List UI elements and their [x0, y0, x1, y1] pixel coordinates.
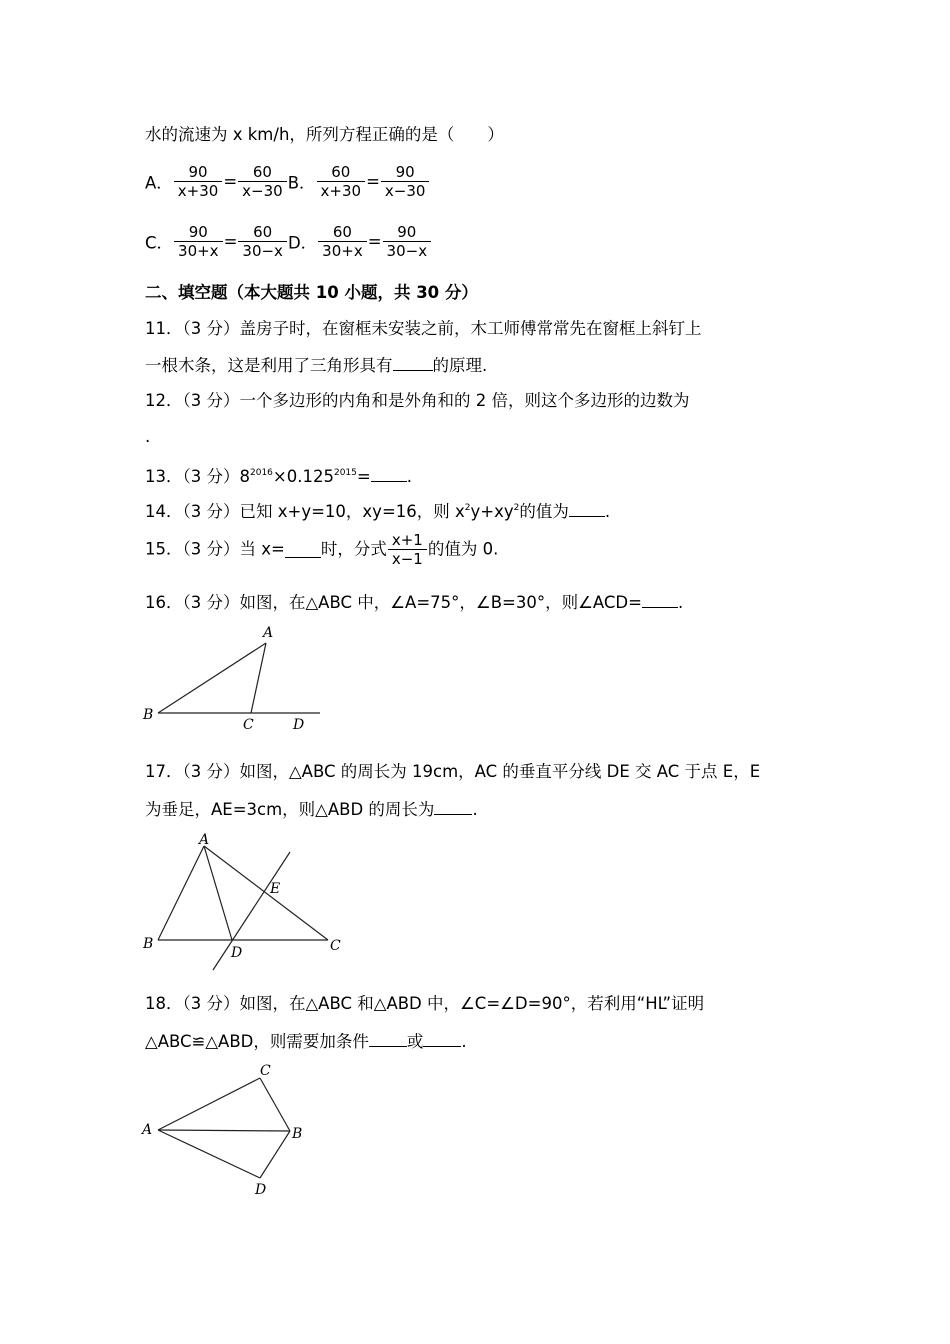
vertex-label-a: A	[199, 832, 210, 848]
q16: 16．（3 分）如图，在△ABC 中，∠A=75°，∠B=30°，则∠ACD= .	[145, 593, 684, 612]
option-a-fraction-2: $\frac{60}{x-30}$	[238, 163, 287, 200]
q12-line-2: .	[145, 427, 151, 446]
answer-blank[interactable]	[642, 592, 678, 608]
vertex-label-d: D	[293, 717, 305, 733]
option-a-fraction-1: $\frac{90}{x+30}$	[174, 163, 223, 200]
q15: 15．（3 分）当 x= 时，分式 $\frac{x+1}{x-1}$ 的值为 0.	[145, 531, 499, 568]
q13: 13．（3 分）$8^{2016}\times 0.125^{2015}=$ .	[145, 467, 412, 486]
answer-blank[interactable]	[569, 501, 605, 517]
figure-16-triangle	[140, 620, 330, 735]
vertex-label-d: D	[231, 945, 243, 961]
q18-line-2: △ABC≌△ABD，则需要加条件 或 .	[145, 1032, 467, 1051]
q12-line-1: 12．（3 分）一个多边形的内角和是外角和的 2 倍，则这个多边形的边数为	[145, 391, 690, 410]
answer-blank[interactable]	[393, 355, 433, 371]
option-c-fraction-2: $\frac{60}{30-x}$	[238, 223, 287, 260]
option-c-fraction-1: $\frac{90}{30+x}$	[174, 223, 223, 260]
q17-line-1: 17．（3 分）如图，△ABC 的周长为 19cm，AC 的垂直平分线 DE 交 AC 于点 E，E	[145, 762, 761, 781]
option-a-label: A．	[145, 173, 173, 193]
vertex-label-b: B	[143, 936, 154, 952]
q15-fraction: $\frac{x+1}{x-1}$	[388, 531, 427, 568]
q17-line-2: 为垂足，AE=3cm，则△ABD 的周长为 .	[145, 800, 478, 819]
answer-blank[interactable]	[371, 466, 407, 482]
section-heading: 二、填空题（本大题共 10 小题，共 30 分）	[145, 283, 478, 302]
option-b-fraction-1: $\frac{60}{x+30}$	[317, 163, 366, 200]
q11-line-2: 一根木条，这是利用了三角形具有 的原理.	[145, 356, 488, 375]
answer-blank[interactable]	[423, 1031, 461, 1047]
question-continuation: 水的流速为 x km/h，所列方程正确的是（ ）	[145, 125, 504, 144]
option-d-label: D．	[287, 233, 318, 253]
options-row-cd: C． $\frac{90}{30+x}$ = $\frac{60}{30-x}$ D． $\frac{60}{30+x}$ = $\frac{90}{30-x}$	[145, 223, 432, 260]
answer-blank[interactable]	[369, 1031, 407, 1047]
option-c-label: C．	[145, 233, 174, 253]
answer-blank[interactable]	[285, 542, 321, 558]
vertex-label-c: C	[260, 1063, 271, 1079]
vertex-label-a: A	[142, 1122, 153, 1138]
vertex-label-a: A	[263, 625, 274, 641]
option-d-fraction-2: $\frac{90}{30-x}$	[383, 223, 432, 260]
vertex-label-d: D	[255, 1182, 267, 1198]
option-b-label: B．	[287, 173, 316, 193]
vertex-label-b: B	[143, 707, 154, 723]
point-label-e: E	[270, 881, 281, 897]
figure-18-quadrilateral	[140, 1058, 320, 1203]
option-b-fraction-2: $\frac{90}{x-30}$	[381, 163, 430, 200]
option-d-fraction-1: $\frac{60}{30+x}$	[318, 223, 367, 260]
vertex-label-c: C	[243, 717, 254, 733]
options-row-ab: A． $\frac{90}{x+30}$ = $\frac{60}{x-30}$ B． $\frac{60}{x+30}$ = $\frac{90}{x-30}$	[145, 163, 430, 200]
q14: 14．（3 分）已知 x+y=10，xy=16，则 $x^2y+xy^2$的值为 .	[145, 502, 611, 521]
vertex-label-b: B	[292, 1126, 303, 1142]
vertex-label-c: C	[330, 938, 341, 954]
figure-17-triangle	[140, 828, 355, 973]
q11-line-1: 11．（3 分）盖房子时，在窗框未安装之前，木工师傅常常先在窗框上斜钉上	[145, 319, 702, 338]
answer-blank[interactable]	[434, 799, 472, 815]
q18-line-1: 18．（3 分）如图，在△ABC 和△ABD 中，∠C=∠D=90°，若利用“HL”证明	[145, 994, 705, 1013]
